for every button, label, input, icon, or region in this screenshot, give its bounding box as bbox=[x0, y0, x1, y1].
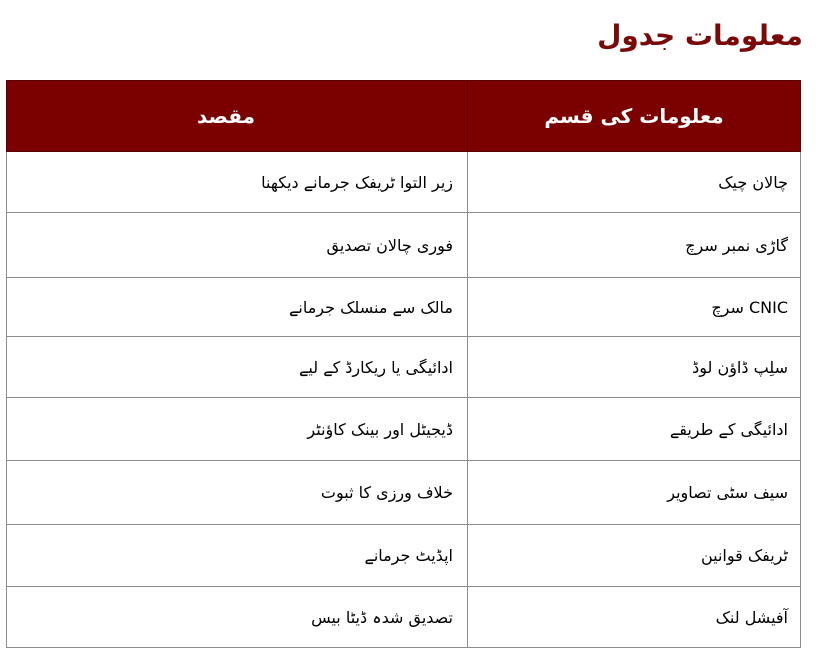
cell-purpose: مالک سے منسلک جرمانے bbox=[7, 278, 468, 337]
info-table bbox=[6, 80, 801, 648]
table-row bbox=[7, 461, 801, 525]
table-row bbox=[7, 152, 801, 213]
cell-purpose: ڈیجیٹل اور بینک کاؤنٹر bbox=[7, 398, 468, 461]
cell-purpose: ادائیگی یا ریکارڈ کے لیے bbox=[7, 337, 468, 398]
table-row bbox=[7, 525, 801, 587]
cell-info-type: CNIC سرچ bbox=[468, 278, 801, 337]
header-purpose: مقصد bbox=[7, 81, 468, 152]
cell-purpose: تصدیق شدہ ڈیٹا بیس bbox=[7, 587, 468, 648]
cell-info-type: ادائیگی کے طریقے bbox=[468, 398, 801, 461]
cell-info-type: چالان چیک bbox=[468, 152, 801, 213]
info-table-container bbox=[7, 80, 801, 648]
table-row bbox=[7, 213, 801, 278]
page-title: معلومات جدول bbox=[597, 19, 803, 52]
header-info-type: معلومات کی قسم bbox=[468, 81, 801, 152]
cell-purpose: زیر التوا ٹریفک جرمانے دیکھنا bbox=[7, 152, 468, 213]
cell-info-type: سیف سٹی تصاویر bbox=[468, 461, 801, 525]
table-row bbox=[7, 278, 801, 337]
cell-info-type: سلِپ ڈاؤن لوڈ bbox=[468, 337, 801, 398]
cell-purpose: اپڈیٹ جرمانے bbox=[7, 525, 468, 587]
table-row bbox=[7, 587, 801, 648]
table-header-row bbox=[7, 81, 801, 152]
table-row bbox=[7, 398, 801, 461]
cell-purpose: خلاف ورزی کا ثبوت bbox=[7, 461, 468, 525]
cell-info-type: آفیشل لنک bbox=[468, 587, 801, 648]
table-row bbox=[7, 337, 801, 398]
cell-info-type: گاڑی نمبر سرچ bbox=[468, 213, 801, 278]
cell-purpose: فوری چالان تصدیق bbox=[7, 213, 468, 278]
cell-info-type: ٹریفک قوانین bbox=[468, 525, 801, 587]
